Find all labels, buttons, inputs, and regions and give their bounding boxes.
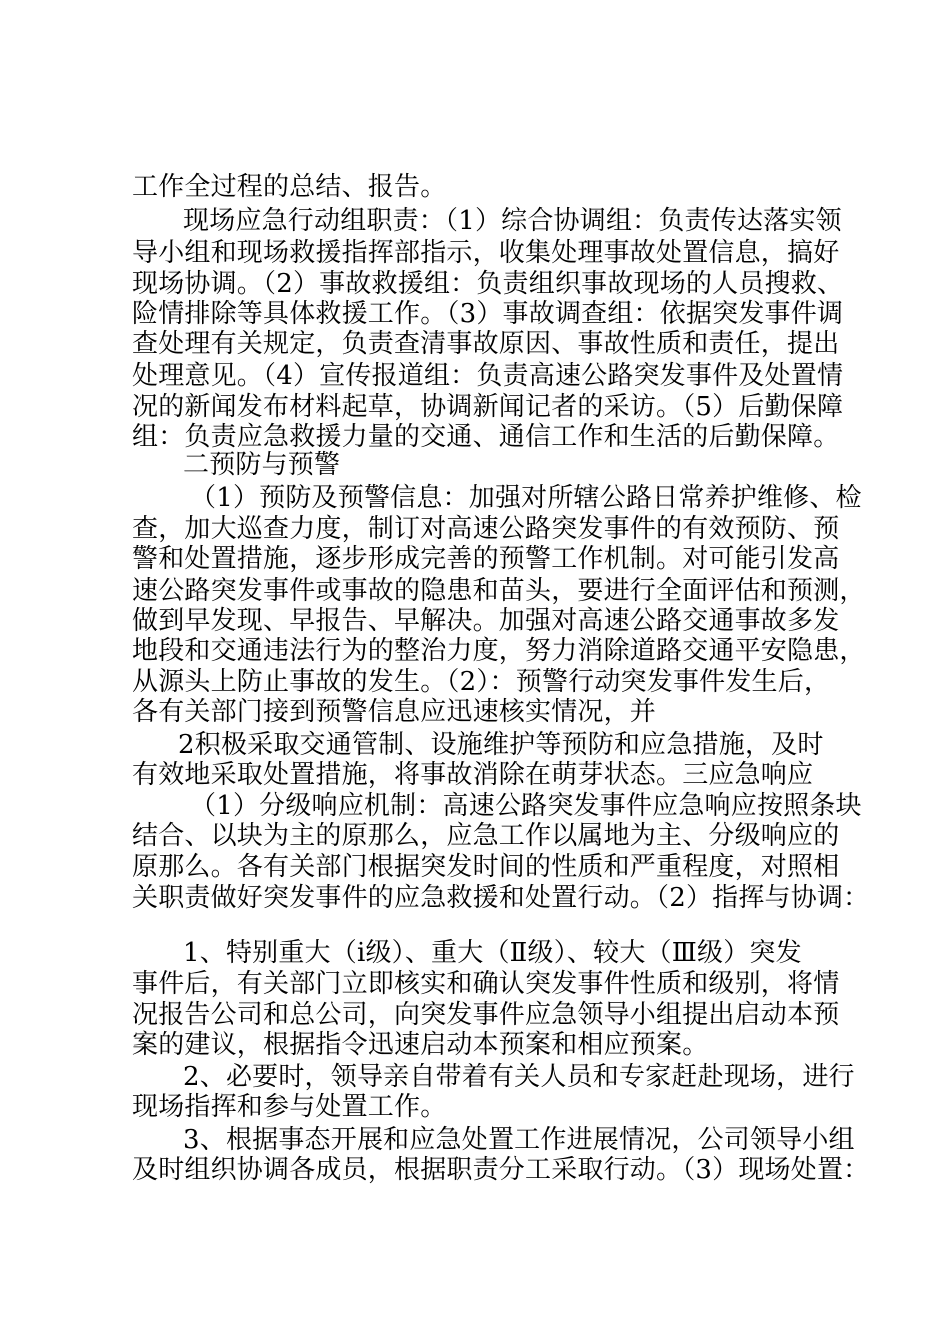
text-line: 查，加大巡查力度，制订对高速公路突发事件的有效预防、预 (132, 514, 840, 544)
text-line: 结合、以块为主的原那么，应急工作以属地为主、分级响应的 (132, 821, 840, 851)
text-line: （1）分级响应机制：高速公路突发事件应急响应按照条块 (190, 791, 862, 821)
text-line: 导小组和现场救援指挥部指示，收集处理事故处置信息，搞好 (132, 238, 840, 268)
text-line: 2、必要时，领导亲自带着有关人员和专家赶赴现场，进行 (183, 1062, 855, 1092)
text-line: 及时组织协调各成员，根据职责分工采取行动。（3）现场处置： (132, 1155, 870, 1185)
text-line: 组：负责应急救援力量的交通、通信工作和生活的后勤保障。 (132, 422, 840, 452)
text-line: 况报告公司和总公司，向突发事件应急领导小组提出启动本预 (132, 1000, 840, 1030)
text-line: 从源头上防止事故的发生。（2）：预警行动突发事件发生后， (132, 667, 831, 697)
text-line: 处理意见。（4）宣传报道组：负责高速公路突发事件及处置情 (132, 361, 844, 391)
text-line: 地段和交通违法行为的整治力度，努力消除道路交通平安隐患， (132, 636, 866, 666)
text-line: 2积极采取交通管制、设施维护等预防和应急措施，及时 (178, 730, 824, 760)
text-line: 案的建议，根据指令迅速启动本预案和相应预案。 (132, 1030, 709, 1060)
text-line: 况的新闻发布材料起草，协调新闻记者的采访。（5）后勤保障 (132, 392, 844, 422)
text-line: 险情排除等具体救援工作。（3）事故调查组：依据突发事件调 (132, 299, 844, 329)
text-line: 各有关部门接到预警信息应迅速核实情况，并 (132, 697, 657, 727)
text-line: 做到早发现、早报告、早解决。加强对高速公路交通事故多发 (132, 606, 840, 636)
text-line: 查处理有关规定，负责查清事故原因、事故性质和责任，提出 (132, 329, 840, 359)
text-line: 3、根据事态开展和应急处置工作进展情况，公司领导小组 (183, 1125, 855, 1155)
text-line: 关职责做好突发事件的应急救援和处置行动。（2）指挥与协调： (132, 883, 870, 913)
text-line: 警和处置措施，逐步形成完善的预警工作机制。对可能引发高 (132, 544, 840, 574)
text-line: 现场应急行动组职责：（1）综合协调组：负责传达落实领 (183, 206, 842, 236)
text-line: 原那么。各有关部门根据突发时间的性质和严重程度，对照相 (132, 852, 840, 882)
text-line: 现场协调。（2）事故救援组：负责组织事故现场的人员搜救、 (132, 269, 844, 299)
text-line: 事件后，有关部门立即核实和确认突发事件性质和级别，将情 (132, 969, 840, 999)
text-line: 工作全过程的总结、报告。 (132, 172, 447, 202)
text-line: （1）预防及预警信息：加强对所辖公路日常养护维修、检 (190, 483, 862, 513)
text-line: 有效地采取处置措施，将事故消除在萌芽状态。三应急响应 (132, 760, 814, 790)
text-line: 现场指挥和参与处置工作。 (132, 1092, 447, 1122)
section-heading: 二预防与预警 (183, 450, 341, 480)
text-line: 1、特别重大（ⅰ级）、重大（Ⅱ级）、较大（Ⅲ级）突发 (183, 938, 802, 968)
text-line: 速公路突发事件或事故的隐患和苗头，要进行全面评估和预测， (132, 576, 866, 606)
